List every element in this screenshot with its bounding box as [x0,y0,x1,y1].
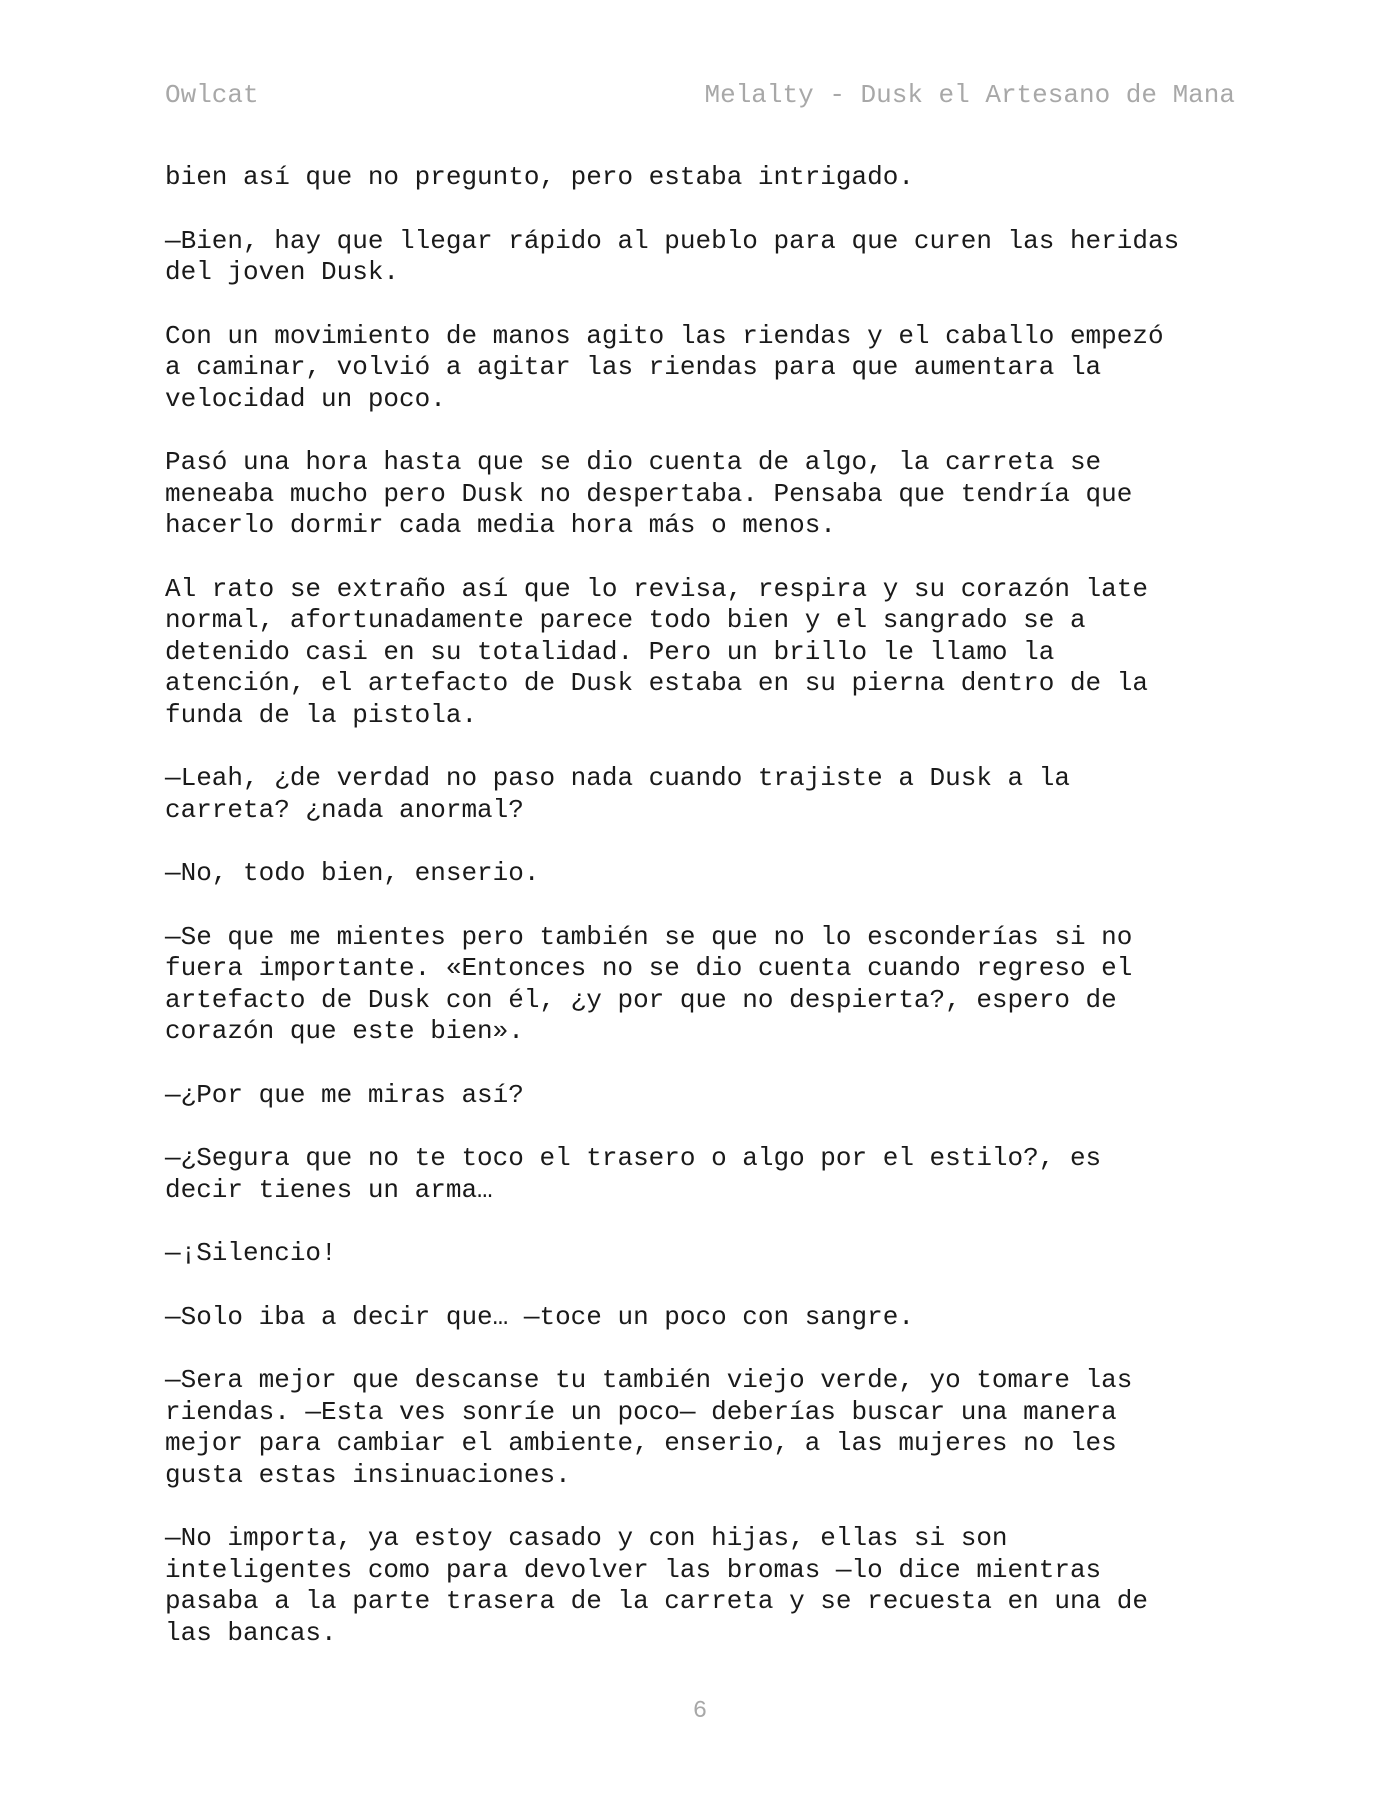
page-body [165,162,1255,1681]
paragraph: —No importa, ya estoy casado y con hijas, ellas si son inteligentes como para devolver las bromas —lo dice mientras pasaba a la parte trasera de la carreta y se recuesta en una de las bancas. [165,1523,1148,1648]
paragraph: bien así que no pregunto, pero estaba intrigado. [165,162,914,192]
header-title: Melalty - Dusk el Artesano de Mana [704,80,1235,110]
paragraph: —No, todo bien, enserio. [165,858,540,888]
page-number: 6 [692,1698,708,1725]
paragraph: —¿Por que me miras así? [165,1079,524,1110]
paragraph: Con un movimiento de manos agito las riendas y el caballo empezó a caminar, volvió a agitar las riendas para que aumentara la velocidad un poco. [165,320,1164,414]
header-author: Owlcat [165,80,259,110]
paragraph: Pasó una hora hasta que se dio cuenta de algo, la carreta se meneaba mucho pero Dusk no despertaba. Pensaba que tendría que hacerlo dormir cada media hora más o menos. [165,447,1133,540]
paragraph: —Bien, hay que llegar rápido al pueblo para que curen las heridas del joven Dusk. [165,225,1180,287]
paragraph: —Sera mejor que descanse tu también viejo verde, yo tomare las riendas. —Esta ves sonríe un poco— deberías buscar una manera mejor para cambiar el ambiente, enserio, a las mujeres no les gusta estas insinuaciones. [165,1365,1133,1490]
paragraph: —Se que me mientes pero también se que no lo esconderías si no fuera importante. «Entonces no se dio cuenta cuando regreso el artefacto de Dusk con él, ¿y por que no despierta?, espero de corazón que este bien». [165,921,1133,1046]
paragraph: —¡Silencio! [165,1238,337,1268]
paragraph: Al rato se extraño así que lo revisa, respira y su corazón late normal, afortunadamente parece todo bien y el sangrado se a detenido casi en su totalidad. Pero un brillo le llamo la atención, el artefacto de Dusk estaba en su pierna dentro de la funda de la pistola. [165,573,1148,730]
paragraph: —¿Segura que no te toco el trasero o algo por el estilo?, es decir tienes un arma… [165,1143,1102,1205]
paragraph: —Leah, ¿de verdad no paso nada cuando trajiste a Dusk a la carreta? ¿nada anormal? [165,763,1070,825]
page-header [165,80,1235,116]
paragraph: —Solo iba a decir que… —toce un poco con sangre. [165,1301,914,1332]
